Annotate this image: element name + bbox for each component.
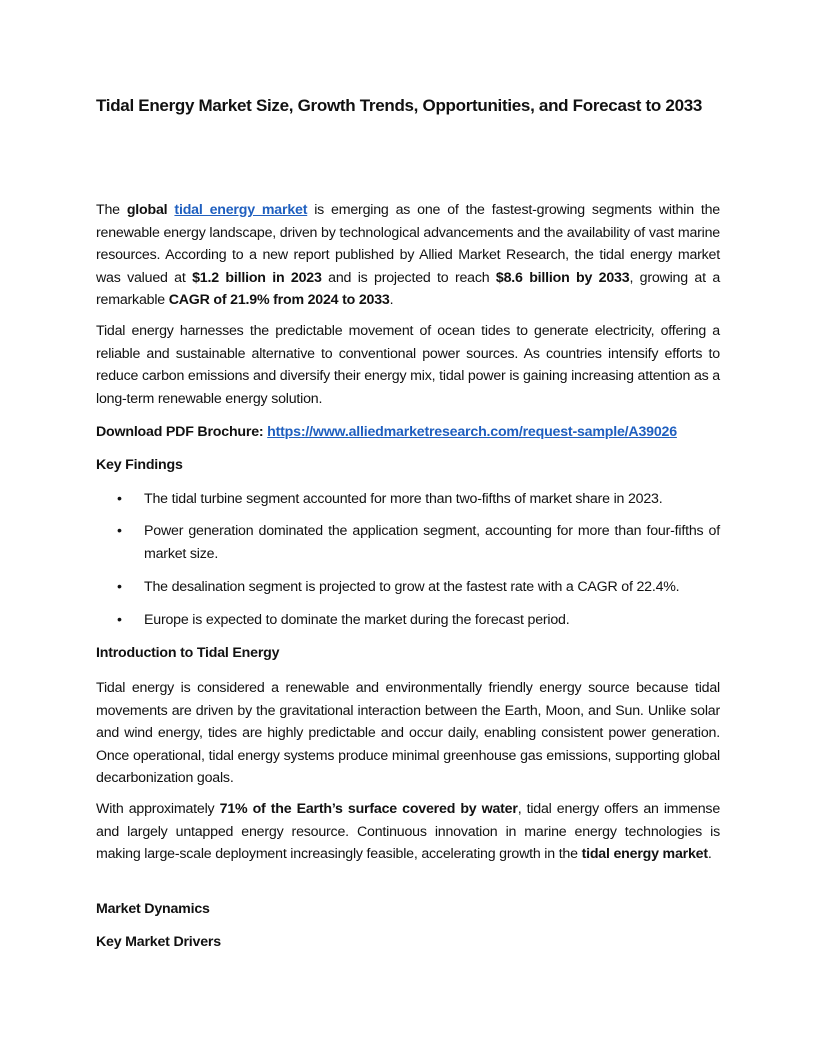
water-paragraph xyxy=(96,798,720,866)
key-findings-heading: Key Findings xyxy=(96,457,183,473)
intro-heading: Introduction to Tidal Energy xyxy=(96,645,280,661)
text: and is projected to reach xyxy=(321,269,496,286)
bullet-icon: • xyxy=(117,579,122,595)
list-item xyxy=(117,609,720,632)
document-title: Tidal Energy Market Size, Growth Trends, Opportunities, and Forecast to 2033 xyxy=(96,96,703,115)
list-item xyxy=(117,576,720,599)
text: . xyxy=(389,292,394,308)
tidal-energy-market-link[interactable]: tidal energy market xyxy=(174,202,308,218)
key-drivers-heading: Key Market Drivers xyxy=(96,934,221,950)
intro-tidal-paragraph: Tidal energy is considered a renewable and environmentally friendly energy source because tidal movements are driven by the gravitational interaction between the Earth, Moon, and Sun. Unlike solar and wind energy, tides are highly predictable and occur daily, enabling consistent power generation. Once operational, tidal energy systems produce minimal greenhouse gas emissions, supporting global decarbonization goals. xyxy=(96,680,720,786)
bullet-icon: • xyxy=(117,612,122,628)
brochure-link[interactable]: https://www.alliedmarketresearch.com/request-sample/A39026 xyxy=(267,424,677,440)
text: , growing at a remarkable xyxy=(96,269,721,308)
bullet-icon: • xyxy=(117,523,122,539)
bold-text: tidal energy market xyxy=(581,846,708,862)
text: The xyxy=(96,202,127,218)
bullet-icon: • xyxy=(117,491,122,507)
bold-text: 71% of the Earth’s surface covered by water xyxy=(219,801,518,817)
market-dynamics-heading: Market Dynamics xyxy=(96,901,210,917)
list-item-text: The desalination segment is projected to grow at the fastest rate with a CAGR of 22.4%. xyxy=(144,579,680,595)
list-item-text: Power generation dominated the application segment, accounting for more than four-fifths of market size. xyxy=(144,523,720,562)
intro-paragraph xyxy=(96,199,720,312)
list-item-text: Europe is expected to dominate the market during the forecast period. xyxy=(144,612,570,628)
text: is emerging as one of the fastest-growing segments within the renewable energy landscape, driven by technological advancements and the availability of vast marine resources. According to a new report published by Allied Market Research, the tidal energy market was valued at xyxy=(96,202,721,286)
download-label: Download PDF Brochure: xyxy=(96,424,268,440)
text: , tidal energy offers an immense and largely untapped energy resource. Continuous innovation in marine energy technologies is making large-scale deployment increasingly feasible, accelerating growth in the xyxy=(96,801,721,862)
list-item xyxy=(117,488,720,511)
text: With approximately xyxy=(96,801,220,817)
list-item-text: The tidal turbine segment accounted for more than two-fifths of market share in 2023. xyxy=(144,491,663,507)
harness-paragraph: Tidal energy harnesses the predictable movement of ocean tides to generate electricity, offering a reliable and sustainable alternative to conventional power sources. As countries intensify efforts to reduce carbon emissions and diversify their energy mix, tidal power is gaining increasing attention as a long-term renewable energy solution. xyxy=(96,323,720,407)
bold-text: $8.6 billion by 2033 xyxy=(495,269,630,286)
bold-text: $1.2 billion in 2023 xyxy=(192,269,322,286)
download-line xyxy=(96,424,677,440)
text: . xyxy=(707,846,712,862)
list-item xyxy=(117,520,720,565)
bold-text: global xyxy=(126,202,168,218)
bold-text: CAGR of 21.9% from 2024 to 2033 xyxy=(168,292,390,308)
